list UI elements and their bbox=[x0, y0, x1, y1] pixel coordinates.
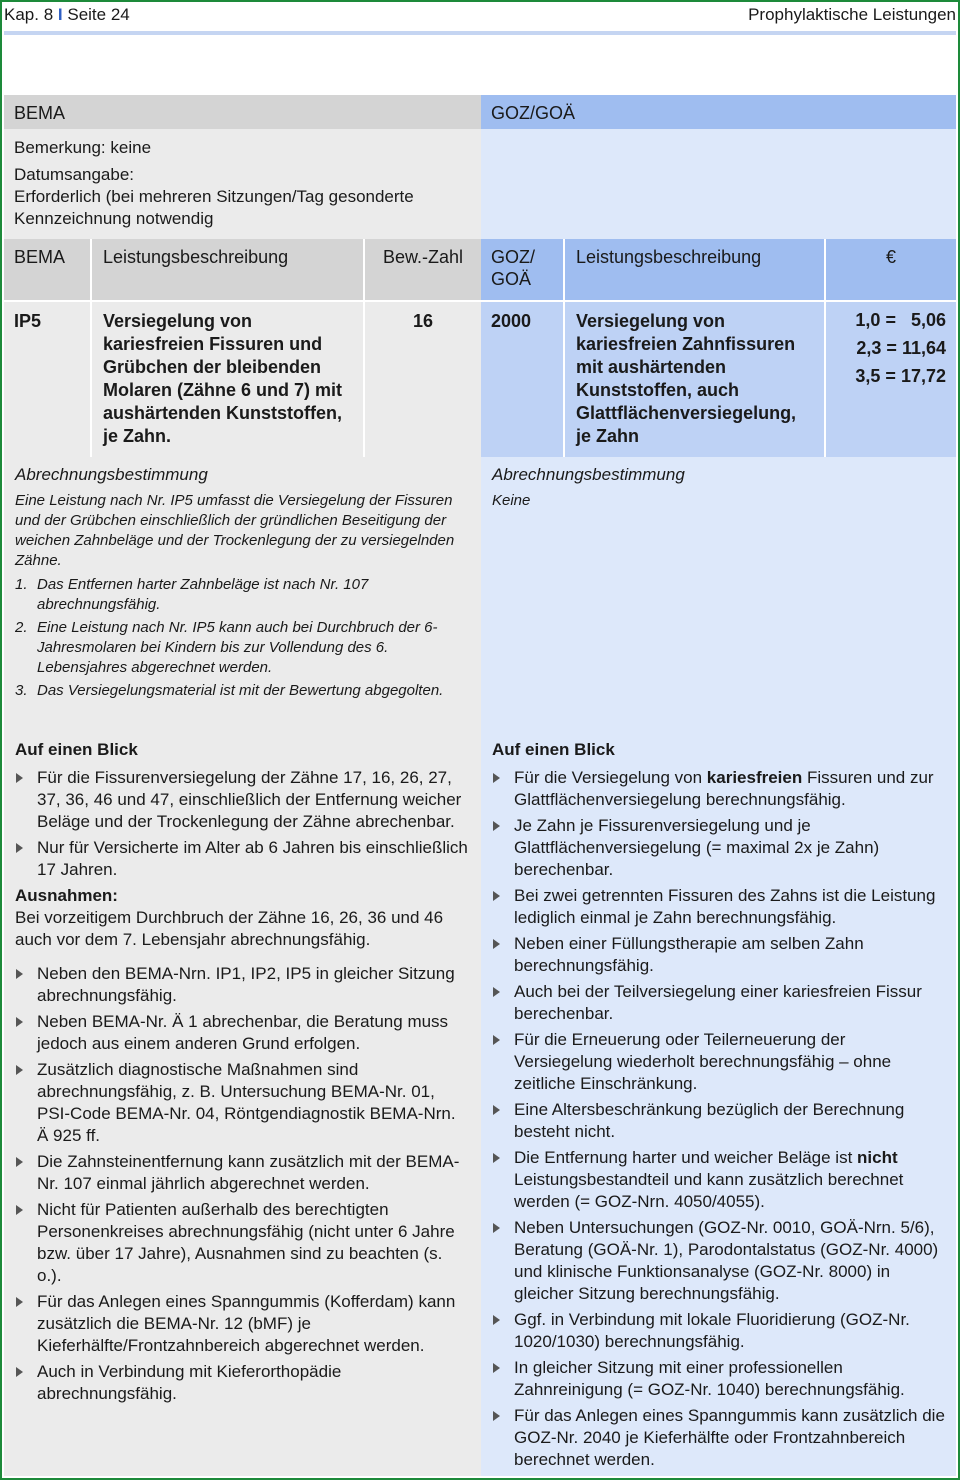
bullet-arrow-icon bbox=[493, 987, 500, 997]
header-separator: I bbox=[57, 5, 63, 24]
bemerkung-text: Bemerkung: keine bbox=[14, 138, 152, 157]
price-factor-2: 2,3 = 11,64 bbox=[856, 338, 946, 358]
bullet-arrow-icon bbox=[16, 1157, 23, 1167]
price-factor-3: 3,5 = 17,72 bbox=[855, 366, 946, 386]
list-item: Auch in Verbindung mit Kieferorthopädie abrechnungsfähig. bbox=[15, 1361, 470, 1405]
goz-section-title: GOZ/GOÄ bbox=[481, 95, 956, 129]
bullet-arrow-icon bbox=[493, 1153, 500, 1163]
billing-rules-list bbox=[15, 575, 470, 701]
page-header bbox=[4, 4, 956, 26]
table-header-description: Leistungsbeschreibung bbox=[92, 239, 363, 300]
bullet-arrow-icon bbox=[16, 1205, 23, 1215]
list-item: Die Zahnsteinentfernung kann zusätzlich mit der BEMA-Nr. 107 einmal jährlich abgerechnet werden. bbox=[15, 1151, 470, 1195]
summary-title: Auf einen Blick bbox=[15, 740, 138, 759]
goz-remarks bbox=[481, 129, 956, 239]
bema-billing-rules bbox=[4, 457, 481, 731]
exceptions-title: Ausnahmen: bbox=[15, 886, 118, 905]
list-item: Für die Fissurenversiegelung der Zähne 17, 16, 26, 27, 37, 36, 46 und 47, einschließlich der Entfernung weicher Beläge und der Trockenlegung der Zähne abrechenbar. bbox=[15, 767, 470, 833]
bullet-arrow-icon bbox=[493, 1105, 500, 1115]
list-item: Neben einer Füllungstherapie am selben Zahn berechnungsfähig. bbox=[492, 933, 945, 977]
bullet-arrow-icon bbox=[493, 891, 500, 901]
datumsangabe-text: Erforderlich (bei mehreren Sitzungen/Tag gesonderte Kennzeichnung notwendig bbox=[14, 187, 414, 228]
billing-rules-title: Abrechnungsbestimmung bbox=[492, 465, 685, 484]
bullet-arrow-icon bbox=[493, 1035, 500, 1045]
list-item: 1. Das Entfernen harter Zahnbeläge ist nach Nr. 107 abrechnungsfähig. bbox=[15, 576, 369, 613]
bullet-arrow-icon bbox=[16, 969, 23, 979]
list-item: Auch bei der Teilversiegelung einer kariesfreien Fissur berechenbar. bbox=[492, 981, 945, 1025]
billing-rules-intro: Eine Leistung nach Nr. IP5 umfasst die Versiegelung der Fissuren und der Grübchen einschließlich der gründlichen Beseitigung der weichen Zahnbeläge und der Trockenlegung der zu versiegelnden Zähne. bbox=[15, 492, 455, 569]
bullet-arrow-icon bbox=[16, 1017, 23, 1027]
bema-code: IP5 bbox=[4, 302, 90, 457]
price-list bbox=[826, 302, 956, 457]
list-item: In gleicher Sitzung mit einer professionellen Zahnreinigung (= GOZ-Nr. 1040) berechnungsfähig. bbox=[492, 1357, 945, 1401]
list-item: Neben den BEMA-Nrn. IP1, IP2, IP5 in gleicher Sitzung abrechnungsfähig. bbox=[15, 963, 470, 1007]
list-item: Bei zwei getrennten Fissuren des Zahns ist die Leistung lediglich einmal je Zahn berechnungsfähig. bbox=[492, 885, 945, 929]
bullet-arrow-icon bbox=[16, 1065, 23, 1075]
list-item: Für die Versiegelung von kariesfreien Fissuren und zur Glattflächenversiegelung berechnungsfähig. bbox=[492, 767, 945, 811]
list-item: Für die Erneuerung oder Teilerneuerung der Versiegelung wiederholt berechnungsfähig – ohne zeitliche Einschränkung. bbox=[492, 1029, 945, 1095]
table-header-bema: BEMA bbox=[4, 239, 90, 300]
summary-list-b bbox=[15, 963, 470, 1405]
goz-code: 2000 bbox=[481, 302, 563, 457]
list-item: Nicht für Patienten außerhalb des berechtigten Personenkreises abrechnungsfähig (nicht unter 6 Jahre bzw. über 17 Jahre), Ausnahmen sind zu beachten (s. o.). bbox=[15, 1199, 470, 1287]
bema-summary bbox=[4, 731, 481, 1476]
bullet-arrow-icon bbox=[493, 1223, 500, 1233]
list-item: 2. Eine Leistung nach Nr. IP5 kann auch bei Durchbruch der 6-Jahresmolaren bei Kindern bis zur Vollendung des 6. Lebensjahres abgerechnet werden. bbox=[15, 619, 438, 676]
list-item: Für das Anlegen eines Spanngummis (Kofferdam) kann zusätzlich die BEMA-Nr. 12 (bMF) je Kieferhälfte/Frontzahnbereich abgerechnet werden. bbox=[15, 1291, 470, 1357]
billing-rules-text: Keine bbox=[492, 492, 531, 509]
chapter-label: Kap. 8 bbox=[4, 5, 54, 24]
bullet-arrow-icon bbox=[493, 821, 500, 831]
summary-title: Auf einen Blick bbox=[492, 740, 615, 759]
price-factor-1: 1,0 = 5,06 bbox=[855, 310, 946, 330]
list-item: Neben BEMA-Nr. Ä 1 abrechenbar, die Beratung muss jedoch aus einem anderen Grund erfolgen. bbox=[15, 1011, 470, 1055]
list-item: Je Zahn je Fissurenversiegelung und je Glattflächenversiegelung (= maximal 2x je Zahn) berechenbar. bbox=[492, 815, 945, 881]
datumsangabe-label: Datumsangabe: bbox=[14, 165, 135, 184]
goz-summary bbox=[481, 731, 956, 1476]
list-item: Neben Untersuchungen (GOZ-Nr. 0010, GOÄ-Nrn. 5/6), Beratung (GOÄ-Nr. 1), Parodontalstatus (GOZ-Nr. 4000) und klinische Funktionsanalyse (GOZ-Nr. 8000) in gleicher Sitzung berechnungsfähig. bbox=[492, 1217, 945, 1305]
bullet-arrow-icon bbox=[493, 773, 500, 783]
goz-billing-rules bbox=[481, 457, 956, 731]
billing-rules-title: Abrechnungsbestimmung bbox=[15, 465, 208, 484]
bullet-arrow-icon bbox=[16, 773, 23, 783]
header-rule bbox=[4, 31, 956, 35]
list-item: Für das Anlegen eines Spanngummis kann zusätzlich die GOZ-Nr. 2040 je Kieferhälfte oder Frontzahnbereich berechnet werden. bbox=[492, 1405, 945, 1471]
list-item: Ggf. in Verbindung mit lokale Fluoridierung (GOZ-Nr. 1020/1030) berechnungsfähig. bbox=[492, 1309, 945, 1353]
summary-list-a bbox=[15, 767, 470, 881]
list-item: Nur für Versicherte im Alter ab 6 Jahren bis einschließlich 17 Jahren. bbox=[15, 837, 470, 881]
bema-remarks bbox=[4, 129, 481, 239]
bullet-arrow-icon bbox=[16, 1367, 23, 1377]
page-reference bbox=[4, 4, 130, 26]
bema-section-title: BEMA bbox=[4, 95, 481, 129]
summary-list bbox=[492, 767, 945, 1471]
section-title: Prophylaktische Leistungen bbox=[748, 5, 956, 24]
table-header-bew-zahl: Bew.-Zahl bbox=[365, 239, 481, 300]
bullet-arrow-icon bbox=[16, 1297, 23, 1307]
goz-description: Versiegelung von kariesfreien Zahnfissuren mit aushärtenden Kunststoffen, auch Glattflächenversiegelung, je Zahn bbox=[565, 302, 824, 457]
bullet-arrow-icon bbox=[493, 939, 500, 949]
table-header-goz-description: Leistungsbeschreibung bbox=[565, 239, 824, 300]
table-header-goz: GOZ/ GOÄ bbox=[481, 239, 563, 300]
bullet-arrow-icon bbox=[16, 843, 23, 853]
page-number: Seite 24 bbox=[67, 5, 130, 24]
bema-description: Versiegelung von kariesfreien Fissuren und Grübchen der bleibenden Molaren (Zähne 6 und 7) mit aushärtenden Kunststoffen, je Zahn. bbox=[92, 302, 363, 457]
list-item: Die Entfernung harter und weicher Beläge ist nicht Leistungsbestandteil und kann zusätzlich berechnet werden (= GOZ-Nrn. 4050/4055). bbox=[492, 1147, 945, 1213]
bew-zahl-value: 16 bbox=[365, 302, 481, 457]
table-header-euro: € bbox=[826, 239, 956, 300]
list-item: 3. Das Versiegelungsmaterial ist mit der Bewertung abgegolten. bbox=[15, 682, 444, 699]
list-item: Eine Altersbeschränkung bezüglich der Berechnung besteht nicht. bbox=[492, 1099, 945, 1143]
bullet-arrow-icon bbox=[493, 1363, 500, 1373]
list-item: Zusätzlich diagnostische Maßnahmen sind abrechnungsfähig, z. B. Untersuchung BEMA-Nr. 01, PSI-Code BEMA-Nr. 04, Röntgendiagnostik BEMA-Nrn. Ä 925 ff. bbox=[15, 1059, 470, 1147]
bullet-arrow-icon bbox=[493, 1411, 500, 1421]
bullet-arrow-icon bbox=[493, 1315, 500, 1325]
exceptions-text: Bei vorzeitigem Durchbruch der Zähne 16, 26, 36 und 46 auch vor dem 7. Lebensjahr abrechnungsfähig. bbox=[15, 908, 444, 949]
